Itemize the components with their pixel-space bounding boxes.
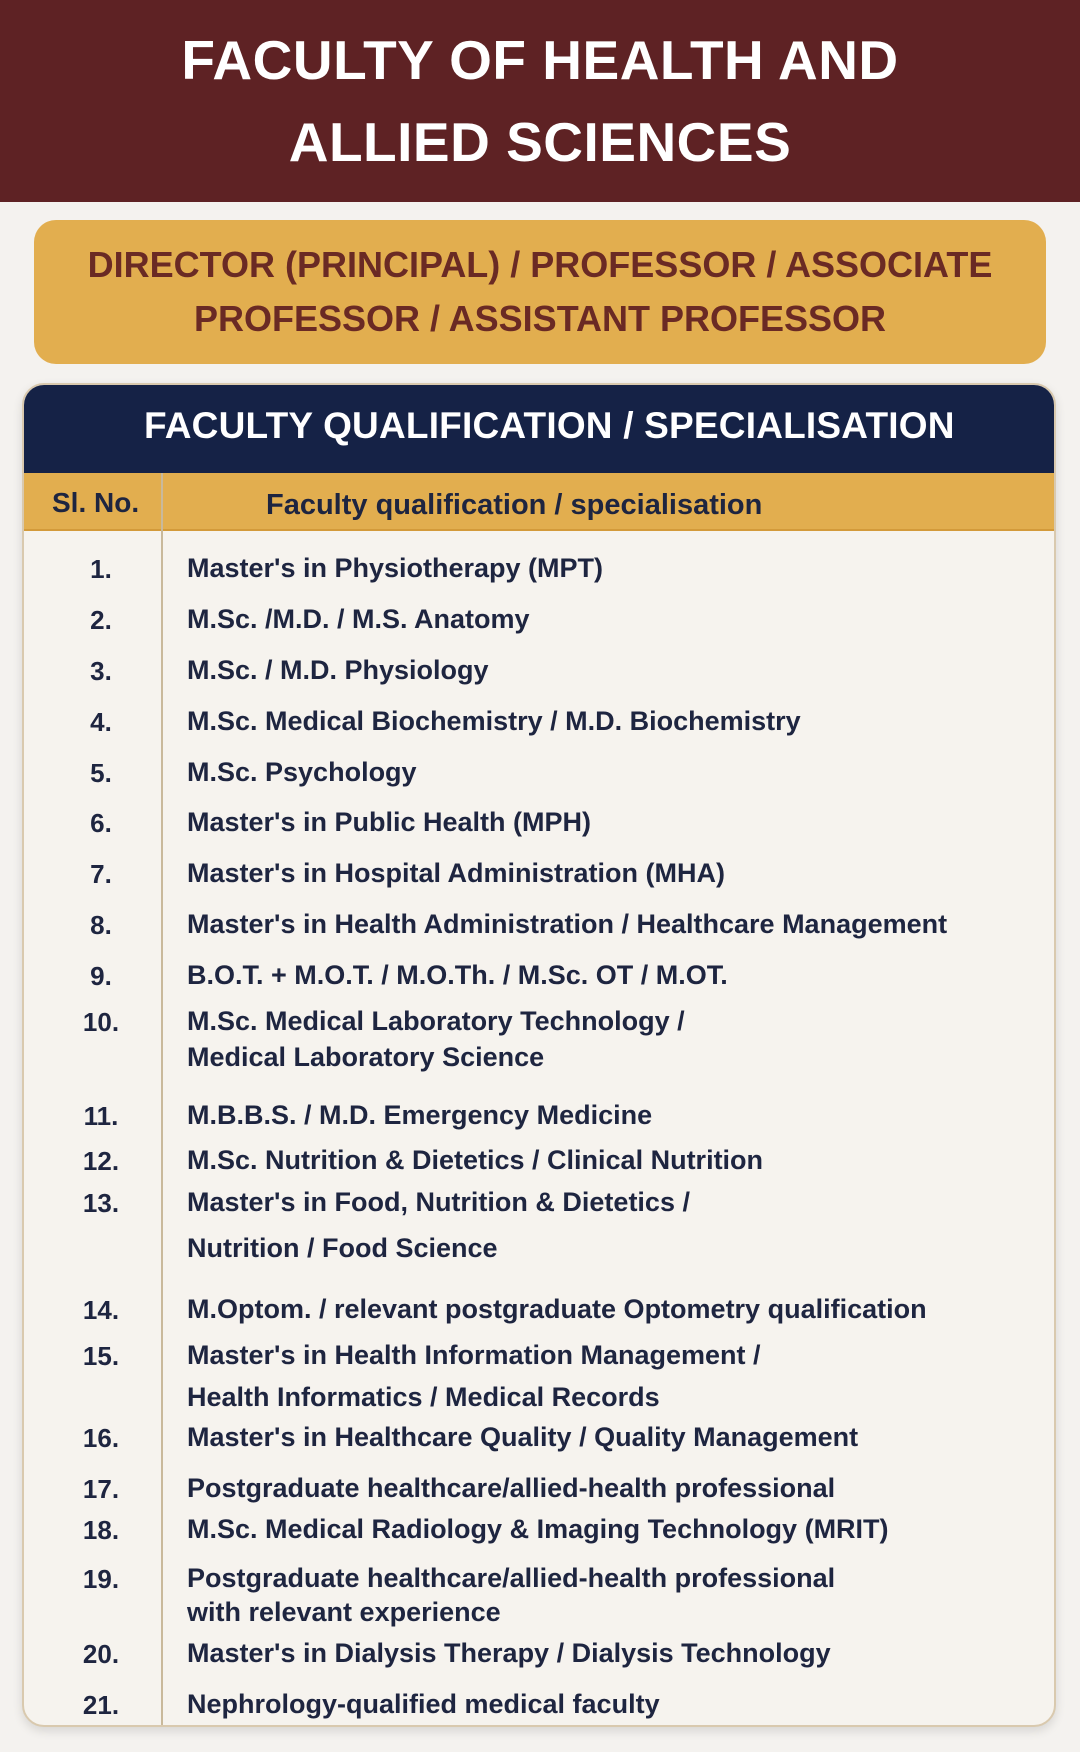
row-number: 16. — [82, 1423, 120, 1453]
row-qualification-text: Medical Laboratory Science — [187, 1042, 545, 1072]
roles-line-2: PROFESSOR / ASSISTANT PROFESSOR — [193, 298, 887, 339]
table-rows — [24, 385, 1054, 1725]
row-qualification-text: M.Sc. /M.D. / M.S. Anatomy — [187, 604, 530, 634]
row-number: 11. — [83, 1101, 119, 1131]
row-number: 3. — [90, 656, 112, 686]
row-qualification-text: Postgraduate healthcare/allied-health professional — [187, 1563, 836, 1593]
page-title-line-1: FACULTY OF HEALTH AND — [181, 29, 899, 91]
row-qualification-text: Nephrology-qualified medical faculty — [187, 1689, 660, 1719]
row-number: 2. — [90, 605, 112, 635]
row-number: 14. — [82, 1295, 120, 1325]
row-qualification-text: M.Sc. Medical Biochemistry / M.D. Biochemistry — [187, 706, 801, 736]
row-qualification-text: M.Sc. Nutrition & Dietetics / Clinical Nutrition — [187, 1145, 764, 1175]
page-title-line-2: ALLIED SCIENCES — [288, 111, 792, 173]
row-qualification-text: Master's in Dialysis Therapy / Dialysis Technology — [187, 1638, 831, 1668]
page-header — [0, 0, 1080, 202]
row-qualification-text: B.O.T. + M.O.T. / M.O.Th. / M.Sc. OT / M.OT. — [187, 960, 728, 990]
row-qualification-text: Master's in Health Administration / Healthcare Management — [187, 909, 948, 939]
roles-line-1: DIRECTOR (PRINCIPAL) / PROFESSOR / ASSOCIATE — [87, 244, 993, 285]
row-number: 13. — [82, 1188, 120, 1218]
row-number: 4. — [90, 707, 112, 737]
row-number: 21. — [82, 1690, 120, 1720]
row-qualification-text: M.Optom. / relevant postgraduate Optometry qualification — [187, 1294, 927, 1324]
row-qualification-text: M.Sc. Psychology — [187, 757, 417, 787]
column-header-qualification: Faculty qualification / specialisation — [266, 489, 763, 521]
row-qualification-text: M.B.B.S. / M.D. Emergency Medicine — [187, 1100, 653, 1130]
table-title: FACULTY QUALIFICATION / SPECIALISATION — [144, 405, 955, 446]
row-qualification-text: Master's in Food, Nutrition & Dietetics / — [187, 1187, 690, 1217]
row-qualification-text: Nutrition / Food Science — [187, 1233, 498, 1263]
row-number: 17. — [82, 1474, 120, 1504]
row-number: 18. — [82, 1515, 120, 1545]
row-qualification-text: Health Informatics / Medical Records — [187, 1382, 660, 1412]
row-qualification-text: with relevant experience — [187, 1597, 501, 1627]
row-qualification-text: Master's in Health Information Management / — [187, 1340, 761, 1370]
row-qualification-text: Postgraduate healthcare/allied-health professional — [187, 1473, 836, 1503]
row-qualification-text: Master's in Public Health (MPH) — [187, 807, 591, 837]
row-qualification-text: Master's in Physiotherapy (MPT) — [187, 553, 604, 583]
qualification-table — [22, 383, 1056, 1727]
row-number: 10. — [82, 1007, 120, 1037]
row-number: 12. — [82, 1146, 120, 1176]
row-number: 6. — [90, 808, 112, 838]
row-number: 8. — [90, 910, 112, 940]
row-number: 20. — [82, 1639, 120, 1669]
row-number: 5. — [90, 758, 112, 788]
row-number: 9. — [90, 961, 112, 991]
column-header-sl-no: Sl. No. — [52, 487, 140, 518]
row-qualification-text: M.Sc. Medical Radiology & Imaging Technology (MRIT) — [187, 1514, 889, 1544]
row-number: 1. — [90, 554, 112, 584]
row-qualification-text: M.Sc. / M.D. Physiology — [187, 655, 489, 685]
row-qualification-text: M.Sc. Medical Laboratory Technology / — [187, 1006, 685, 1036]
row-qualification-text: Master's in Healthcare Quality / Quality Management — [187, 1422, 859, 1452]
row-number: 15. — [82, 1341, 120, 1371]
row-number: 7. — [90, 859, 112, 889]
roles-banner — [34, 220, 1046, 364]
row-number: 19. — [82, 1564, 120, 1594]
row-qualification-text: Master's in Hospital Administration (MHA) — [187, 858, 725, 888]
